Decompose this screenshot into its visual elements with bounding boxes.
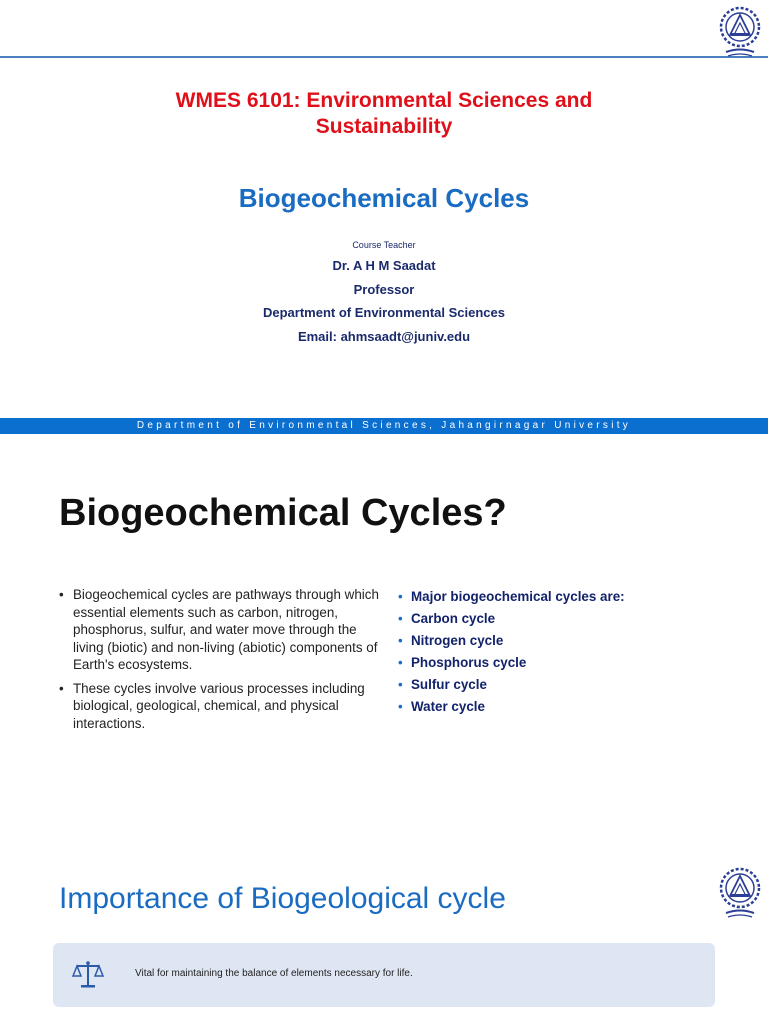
definition-bullet-list bbox=[59, 586, 379, 738]
bullet-text: Sulfur cycle bbox=[411, 677, 487, 692]
teacher-name: Dr. A H M Saadat bbox=[332, 258, 436, 273]
list-item bbox=[59, 586, 379, 674]
bullet-icon: • bbox=[59, 587, 64, 602]
card-text: Vital for maintaining the balance of elements necessary for life. bbox=[135, 968, 413, 979]
slide-title: Biogeochemical Cycles? bbox=[59, 492, 507, 534]
list-item bbox=[398, 674, 728, 696]
bullet-icon: • bbox=[398, 699, 403, 714]
major-cycles-list bbox=[398, 586, 728, 718]
teacher-label: Course Teacher bbox=[352, 240, 416, 250]
course-title: WMES 6101: Environmental Sciences and Sustainability bbox=[175, 89, 593, 138]
bullet-text: Major biogeochemical cycles are: bbox=[411, 589, 625, 604]
definition-slide bbox=[0, 434, 768, 854]
slide-title: Importance of Biogeological cycle bbox=[59, 882, 506, 915]
university-logo-icon bbox=[718, 5, 762, 59]
teacher-email: Email: ahmsaadt@juniv.edu bbox=[297, 329, 471, 344]
bullet-text: Phosphorus cycle bbox=[411, 655, 527, 670]
list-item bbox=[398, 652, 728, 674]
balance-scale-icon bbox=[71, 957, 105, 991]
bullet-icon: • bbox=[398, 655, 403, 670]
importance-slide bbox=[0, 854, 768, 1024]
bullet-icon: • bbox=[398, 633, 403, 648]
teacher-role: Professor bbox=[353, 282, 415, 297]
bullet-icon: • bbox=[398, 677, 403, 692]
footer-bar: Department of Environmental Sciences, Jahangirnagar University bbox=[0, 418, 768, 434]
list-item bbox=[398, 608, 728, 630]
list-item bbox=[398, 696, 728, 718]
university-logo-icon bbox=[718, 866, 762, 920]
bullet-text: Nitrogen cycle bbox=[411, 633, 504, 648]
list-item bbox=[59, 680, 379, 733]
department-name: Department of Environmental Sciences bbox=[262, 305, 505, 320]
topic-title: Biogeochemical Cycles bbox=[238, 183, 530, 213]
list-item bbox=[398, 630, 728, 652]
bullet-text: These cycles involve various processes including biological, geological, chemical, and physical interactions. bbox=[73, 680, 365, 731]
bullet-icon: • bbox=[398, 611, 403, 626]
list-item bbox=[398, 586, 728, 608]
bullet-text: Biogeochemical cycles are pathways through which essential elements such as carbon, nitrogen, phosphorus, sulfur, and water move through the living (biotic) and non-living (abiotic) components of Earth's ecosystems. bbox=[73, 587, 379, 672]
importance-card bbox=[53, 943, 715, 1007]
bullet-text: Water cycle bbox=[411, 699, 485, 714]
bullet-text: Carbon cycle bbox=[411, 611, 496, 626]
bullet-icon: • bbox=[398, 589, 403, 604]
header-divider bbox=[0, 56, 768, 58]
bullet-icon: • bbox=[59, 680, 64, 696]
title-slide bbox=[0, 0, 768, 434]
